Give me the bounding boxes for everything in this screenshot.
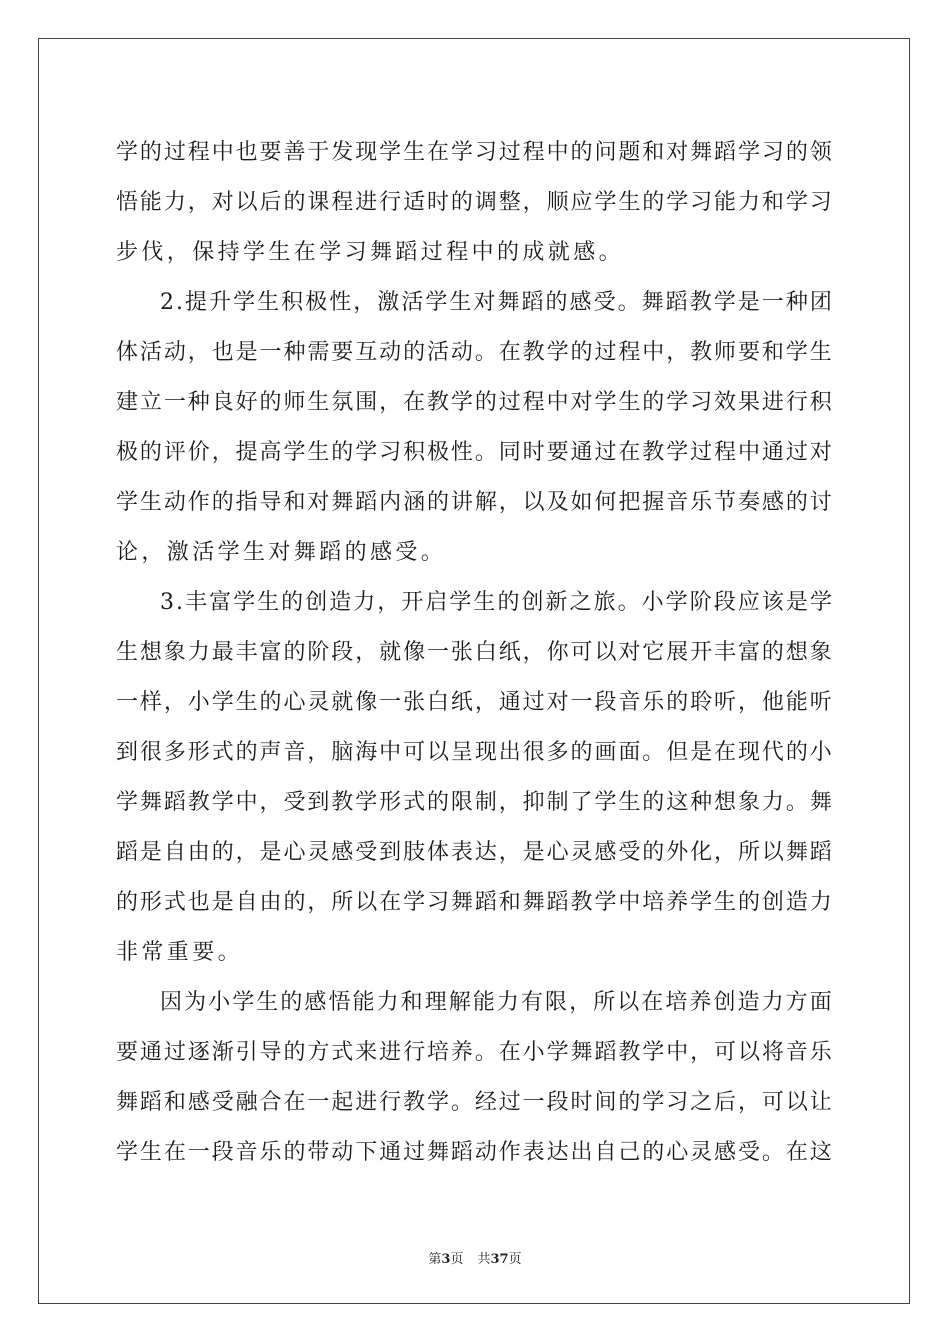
text-line: 学 生 动 作 的 指 导 和 对 舞 蹈 内 涵 的 讲 解 ， 以 及 如 何 把 握 音 乐 节 奏 感 的 讨 [116,490,832,515]
footer-page-prefix: 第 [428,1252,442,1267]
text-line: 悟 能 力 ， 对 以 后 的 课 程 进 行 适 时 的 调 整 ， 顺 应 学 生 的 学 习 能 力 和 学 习 [116,190,832,215]
text-line: 生 想 象 力 最 丰 富 的 阶 段 ， 就 像 一 张 白 纸 ， 你 可 以 对 它 展 开 丰 富 的 想 象 [116,640,832,665]
text-line: 蹈 是 自 由 的 ， 是 心 灵 感 受 到 肢 体 表 达 ， 是 心 灵 感 受 的 外 化 ， 所 以 舞 蹈 [116,840,832,865]
footer-total-suffix: 页 [508,1252,522,1267]
text-line: 学 的 过 程 中 也 要 善 于 发 现 学 生 在 学 习 过 程 中 的 问 题 和 对 舞 蹈 学 习 的 领 [116,140,832,165]
text-line: 到 很 多 形 式 的 声 音 ， 脑 海 中 可 以 呈 现 出 很 多 的 画 面 。 但 是 在 现 代 的 小 [116,740,832,765]
footer-total-number: 37 [490,1252,509,1267]
text-line: 一 样 ， 小 学 生 的 心 灵 就 像 一 张 白 纸 ， 通 过 对 一 段 音 乐 的 聆 听 ， 他 能 听 [116,690,832,715]
footer-page-suffix: 页 [450,1252,464,1267]
text-line: 学 生 在 一 段 音 乐 的 带 动 下 通 过 舞 蹈 动 作 表 达 出 自 己 的 心 灵 感 受 。 在 这 [116,1140,832,1165]
text-line: 论，激活学生对舞蹈的感受。 [116,540,447,565]
text-line: 学 舞 蹈 教 学 中 ， 受 到 教 学 形 式 的 限 制 ， 抑 制 了 学 生 的 这 种 想 象 力 。 舞 [116,790,832,815]
text-line: 因 为 小 学 生 的 感 悟 能 力 和 理 解 能 力 有 限 ， 所 以 在 培 养 创 造 力 方 面 [160,990,832,1015]
text-line: 体 活 动 ， 也 是 一 种 需 要 互 动 的 活 动 。 在 教 学 的 过 程 中 ， 教 师 要 和 学 生 [116,340,832,365]
footer-total-prefix: 共 [477,1252,491,1267]
text-line: 极 的 评 价 ， 提 高 学 生 的 学 习 积 极 性 。 同 时 要 通 过 在 教 学 过 程 中 通 过 对 [116,440,832,465]
text-line: 非常重要。 [116,940,244,965]
text-line: 3 . 丰 富 学 生 的 创 造 力 ， 开 启 学 生 的 创 新 之 旅 。 小 学 阶 段 应 该 是 学 [160,590,832,615]
footer-page-number: 3 [441,1252,451,1267]
text-line: 步伐，保持学生在学习舞蹈过程中的成就感。 [116,240,625,265]
text-line: 要 通 过 逐 渐 引 导 的 方 式 来 进 行 培 养 。 在 小 学 舞 蹈 教 学 中 ， 可 以 将 音 乐 [116,1040,832,1065]
text-line: 的 形 式 也 是 自 由 的 ， 所 以 在 学 习 舞 蹈 和 舞 蹈 教 学 中 培 养 学 生 的 创 造 力 [116,890,832,915]
text-line: 建 立 一 种 良 好 的 师 生 氛 围 ， 在 教 学 的 过 程 中 对 学 生 的 学 习 效 果 进 行 积 [116,390,832,415]
page-footer [0,1248,950,1267]
document-body [116,128,832,1178]
text-line: 2 . 提 升 学 生 积 极 性 ， 激 活 学 生 对 舞 蹈 的 感 受 。 舞 蹈 教 学 是 一 种 团 [160,290,832,315]
text-line: 舞 蹈 和 感 受 融 合 在 一 起 进 行 教 学 。 经 过 一 段 时 间 的 学 习 之 后 ， 可 以 让 [116,1090,832,1115]
